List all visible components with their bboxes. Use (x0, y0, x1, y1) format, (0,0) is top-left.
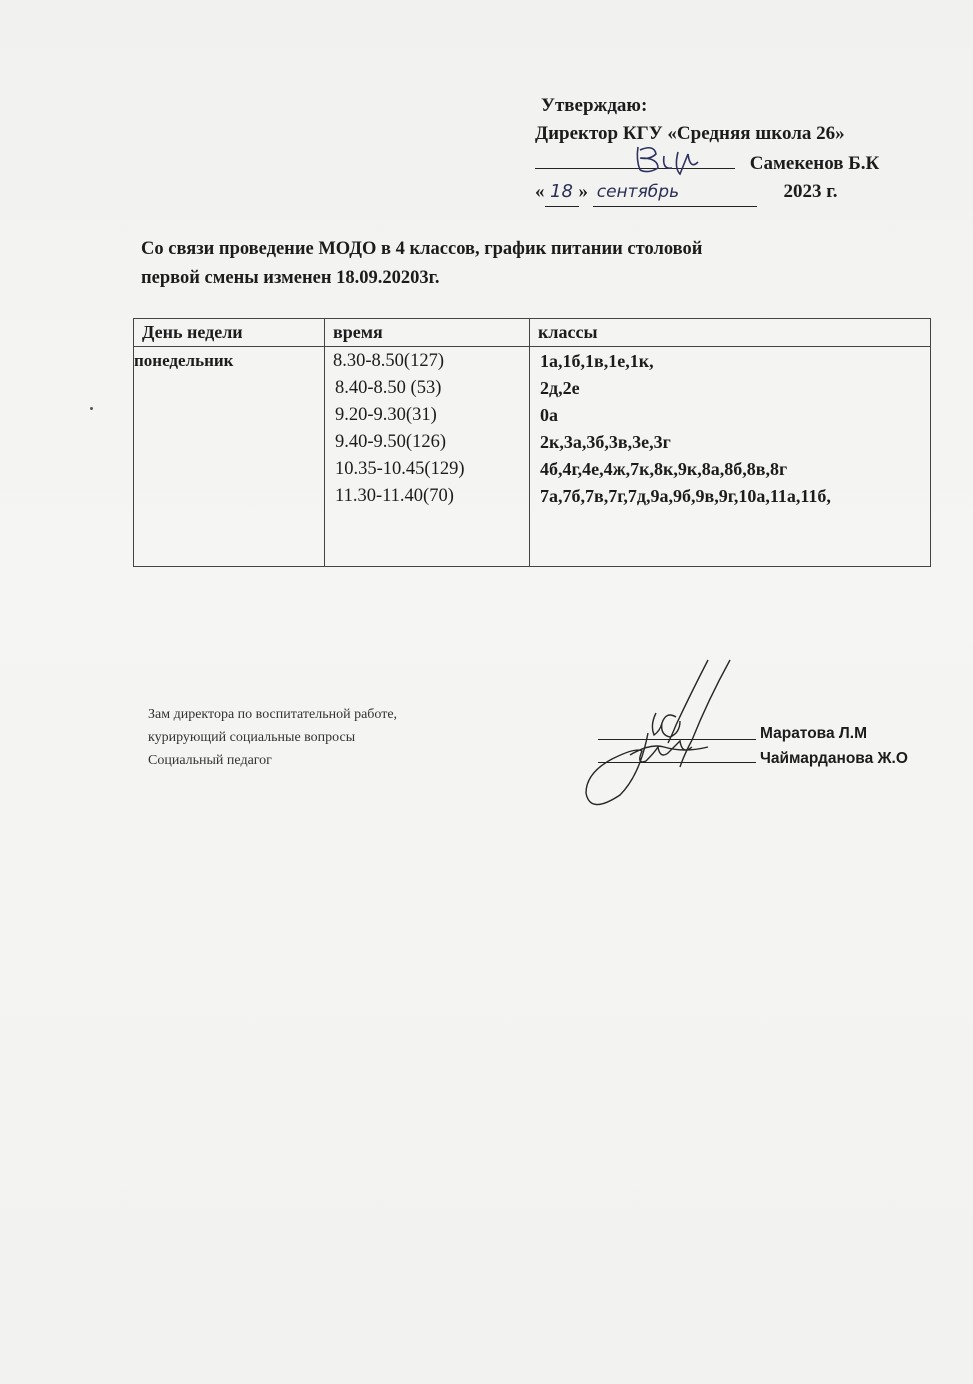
signer-name-2: Чаймарданова Ж.О (760, 750, 908, 767)
date-quote-open: « (535, 181, 545, 202)
footer-role-3: Социальный педагог (148, 753, 272, 768)
approval-title: Утверждаю: (541, 95, 648, 116)
classes-value: 1а,1б,1в,1е,1к, (540, 351, 654, 371)
footer-roles (148, 703, 397, 772)
classes-cell (530, 347, 931, 567)
time-value: 8.40-8.50 (53) (335, 378, 442, 398)
day-label: понедельник (134, 351, 234, 370)
table-row (134, 347, 931, 567)
footer-role-2: курирующий социальные вопросы (148, 730, 356, 745)
date-quote-close: » (578, 181, 588, 202)
table-header-row (134, 319, 931, 347)
date-month: сентябрь (593, 178, 757, 207)
header-day: День недели (134, 319, 325, 347)
classes-value: 2к,3а,3б,3в,3е,3г (540, 432, 671, 452)
schedule-table (133, 318, 931, 567)
approval-position: Директор КГУ «Средняя школа 26» (535, 123, 845, 144)
header-classes: классы (530, 319, 931, 347)
intro-line-1: Со связи проведение МОДО в 4 классов, график питании столовой (141, 239, 703, 259)
day-cell (134, 347, 325, 567)
time-value: 9.40-9.50(126) (335, 432, 446, 452)
director-name: Самекенов Б.К (749, 153, 880, 174)
intro-line-2: первой смены изменен 18.09.20203г. (141, 268, 440, 288)
footer-role-1: Зам директора по воспитательной работе, (148, 707, 398, 722)
time-value: 9.20-9.30(31) (335, 405, 437, 425)
intro-text (141, 235, 901, 293)
signature-marks-icon (580, 655, 750, 815)
classes-value: 7а,7б,7в,7г,7д,9а,9б,9в,9г,10а,11а,11б, (540, 486, 831, 506)
approval-year: 2023 г. (783, 181, 838, 202)
classes-value: 0а (540, 405, 558, 425)
date-day: 18 (545, 178, 579, 207)
time-cell (325, 347, 530, 567)
classes-value: 2д,2е (540, 378, 580, 398)
header-time: время (325, 319, 530, 347)
time-value: 10.35-10.45(129) (335, 459, 465, 479)
time-value: 8.30-8.50(127) (333, 351, 444, 371)
signer-name-1: Маратова Л.М (760, 725, 868, 742)
footer-names (760, 721, 908, 771)
classes-value: 4б,4г,4е,4ж,7к,8к,9к,8а,8б,8в,8г (540, 459, 788, 479)
director-signature-icon (628, 142, 708, 182)
time-value: 11.30-11.40(70) (335, 486, 454, 506)
speck (90, 407, 93, 410)
